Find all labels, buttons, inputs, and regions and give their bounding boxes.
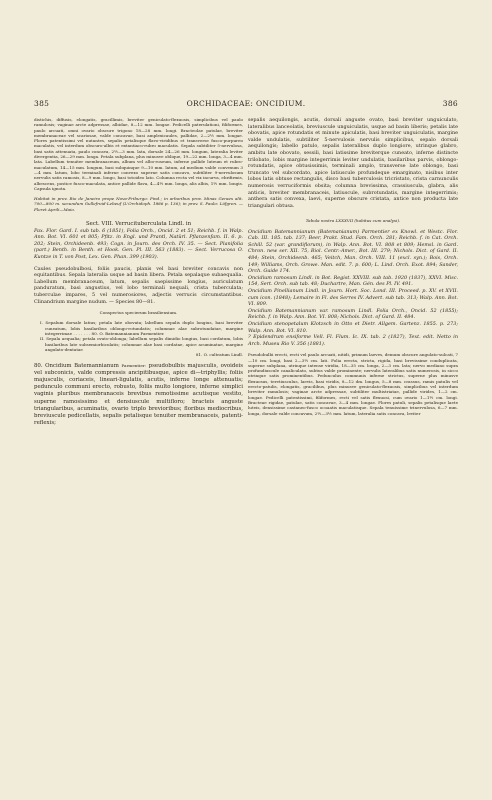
section-description: Caules pseudobulbosi, foliis paucis, planis vel basi breviter concavis non equitantibus. Sepala lateralia usque ad basin libera. Petala sepalaque subaequalia. Labellum membranaceum, latum, sepalis saepissime longius, auriculatum panduratum, basi angustius, vel lobo terminali nequali, crista tuberculata; tuberculae impares, 5 vel numerosiores, adjectis verrucis circumstantibus. Clinandrium margine nudum. — Species 80—81.: [34, 265, 243, 305]
habitat-note: Habitat in prov. Rio de Janeiro prope Nova-Friburgo: Pind.; in arboribus prov. Minas Geraes alit. 700—800 m. secundum Gullefroid-Lebeuf (L'Orchidoph. 1886 p. 136); in prov. S. Paulo: Löfgren. — Floret Aprili—Maio.: [34, 196, 243, 212]
synonym-1: Oncidium Batemannianum (Batemanianum) Parmentier ex Knowl. et Westc. Flor. Cab. III. 185. tab. 137; Beer, Prakt. Stud. Fam. Orch. 281; Reichb. f. in Cat. Orch. Schill. 52 (var. grandiflorum), in Walp. Ann. Bot. VI. 808 et 809; Hemsl. in Gard. Chron. new ser. XII. 75, Biol. Centr.-Amer., Bot. III. 279; Nichols. Dict. of Gard. II. 484; Stein, Orchideenb. 465; Veitch, Man. Orch. VIII. 11 (excl. syn.); Bois, Orch. 149; Williams, Orch. Growe. Man. edit. 7. p. 600; L. Lind. Orch. Exot. 894; Sander, Orch. Guide 174.: [248, 228, 458, 275]
species-80-description: pseudobulbis majusculis, ovoideis vel subconicis, valde compressis ancipitibusque, apice di—triphyllis; foliis majusculis, coriaceis, lineari-ligulatis, acutis, inferne longe attenuatis; pedunculo communi erecto, robusto, foliis multo longiore, inferne simplici vaginis pluribus membranaceis brevibus remotissime acutisque vestito, superne ramosissimo et densiuscule multifloro; bracteis angustе triangularibus, acuminatis, ovario triplo brevioribus; floribus mediocribus, breviusculе pedicellatis, sepalis petalisque tenuiter membranaceis, patenti-reflexis;: [34, 362, 244, 427]
key-entry-2: II. Sepala aequalia; petala ovato-oblonga; labellum sepalis dimidio longius, basi cordatum, lobis basilaribus late subsemiorbiculatis; columnae alae basi cordatae, apice acuminatae, margine angulato-dentatae: [40, 336, 243, 352]
synonym-2: Oncidium ramosum Lindl. in Bot. Regist. XXVIII. sub tab. 1920 (1837), XXVI. Misc. 154, Sert. Orch. sub tab. 48; Duchartre, Man. Gén. des Pl. IV. 491.: [248, 274, 458, 288]
section-title: Sect. VIII. Verrucituberculata: [85, 221, 167, 228]
page-number-right: 386: [442, 99, 458, 108]
conspectus-title: Conspectus specierum brasiliensium.: [99, 310, 178, 316]
species-80-title: 80. Oncidium Batemannianum: [34, 362, 119, 369]
running-header: [34, 99, 458, 111]
section-heading: [34, 221, 243, 228]
synonym-4: Oncidium Batemannianum var. ramosum Lindl. Folia Orch., Oncid. 52 (1855); Reichb. f. in Walp. Ann. Bot. VI. 808; Nichols. Dict. of Gard. II. 484.: [248, 307, 458, 321]
species-80-entry: [34, 363, 243, 428]
species-80-author: Parmentier:: [121, 362, 147, 368]
synonym-6: ? Epidendrum ensiforme Vell. Fl. Flum. Ic. IX. tab. 2 (1827), Text. edit. Netto in Arch. Museu Rio V. 356 (1881).: [248, 334, 458, 347]
section-references: Pax. Flor. Gard. I. sub tab. 6 (1851), Folia Orch., Oncid. 2 et 51; Reichb. f. in Walp. Ann. Bot. VI. 601 et 805; Pfitz. in Engl. und Prantl, Natürl. Pflanzenfam. II. 6. p. 202; Stein, Orchideenb. 493; Cogn. in Journ. des Orch. IV. 35. — Sect. Planifolia (part.) Benth. in Benth. et Hook. Gen. Pl. III. 563 (1883). — Sect. Verrucosa O. Kuntze in T. von Post, Lex. Gen. Phan. 399 (1903).: [34, 227, 243, 261]
key-entry-2-result: 81. O. cultratum Lindl.: [195, 352, 243, 358]
synonym-5: Oncidium stenopetalum Klotzsch in Otto et Dietr. Allgem. Gartenz. 1855. p. 273; Walp. Ann. Bot. VI. 810.: [248, 320, 458, 334]
right-column: [248, 117, 458, 416]
synonym-3: Oncidium Pinellianum Lindl. in Journ. Hort. Soc. Lond. III. Proceed. p. XV. et XVII. cum icon. (1848); Lemaire in Fl. des Serres IV. Advert. sub tab. 313; Walp. Ann. Bot. VI. 809.: [248, 287, 458, 308]
plate-caption: Tabula nostra LXXXVII (habitus cum analysi).: [305, 218, 401, 224]
running-title: ORCHIDACEAE: ONCIDIUM.: [186, 99, 306, 108]
page-number-left: 385: [34, 99, 50, 108]
description-continued: distichis, diffusis, elongatis, gracillimis, breviter geniculato-flexuosis, simplicibus vel paulo ramulosis; vaginae arcte adpressae, albidae, 8—12 mm. longae. Pedicelli paterulationi, filiformes, paulo arcuati, omni ovario obscure trigono 18—28 mm. longi. Bracteolae patulae, breviter membranaceae vel scariosae, valde concavae, basi amplexicaules, pallidae, 2—2½ mm. longae. Flores patentissimi vel nutantes, sepalis petalisque flavo-viridibus et transverse fusco-purpureo maculatis, vel interdum obscuro-albis et extantiaco-rubro maculatis. Sepala subtiliter 5-nervulosa, basi satis attenuata, paulo concava, 2½—3 mm. lata, dorsale 24—26 mm. longum, lateralia leviter divergentia, 26—29 mm. longa. Petala subplana, plus minusve oblique, 19—22 mm. longa, 3—4 mm. lata. Labellum tenuiter membranaceum, album vel albo-roseum, inferne pallide luteum et rubro-maculatum, 14—15 mm. longum, basi subquinque 9—10 mm. latum, ad medium valde convexum 3—4 mm. latum, lobo terminali inferne convexo superne satis concavo, subtiliter 9-nervulosum nervulis satis ramosis, 8—9 mm. longo, basi totoideo lato. Columna recta vel vix incurva, ebrifirmis, albescens, postice fusco-maculata, antice pallide flava, 4—4½ mm. longa, alis albis, 1½ mm. longis. Capsula ignota.: [34, 117, 243, 191]
morphology-description: Pseudobulbi erecti, recti vel paulo arcuati, nitidi, primum laeves, demum obscure angulato-sulcati, 7—10 cm. longi, basi 2—3½ cm. lati. Folia erecta, stricta, rigida, basi brevissime conduplicata, superne subplana, utrinque intense viridia, 18—35 cm. longa, 2—3 cm. lata; nervo mediano supra profundiuscule canaliculato, subtus valde prominente; nervulis lateralibus satis numerosis, in sicco utrinque satis prominentibus. Pedunculus communis inferne strictus, superne plus minusve flexuosus, teretiusculus, laevis, basi viridis, 8—12 dm. longus, 5—8 mm. crassus, ramis patulis vel erecto-patulis, elongatis, gracilibus, plus minusve geniculato-flexuosis, simplicibus vel interdum breviter ramulosis; vaginae arcte adpressae, subtiliter multistriatae, pallide virides, 1—2 cm. longae. Pedicelli patentissimi, filiformes, recti vel satis flexuosi, cum ovario 1—1½ cm. longi. Bracteae rigidae, patulae, satis concavae, 3—4 mm. longae. Flores patuli, sepalis petalisque laete lutеis, densissime castaneo-fusco ocoaatis maculatisque. Sepala tenuissime trinervulosa, 6—7 mm. longa, dorsale valde concavum, 2½—3½ mm. latum, lateralia satis concava, leviter: [248, 352, 458, 416]
key-entry-1: I. Sepalum dorsale latius; petala late obovata; labellum sepalis duplo longius, basi breviter cuneatum, lobis basilaribus oblongo-rotundatis; columnae alae subrotundatae, margine integerrimae . . . . . . . 80. O. Batemannianum Parmentier.: [40, 320, 243, 337]
species-key: [34, 320, 243, 357]
left-column: [34, 117, 243, 427]
species-80-description-continued: sepalis aequilongis, acutis, dorsali anguste ovato, basi breviter unguiculato, lateralibus lanceolatis, breviuscule unguiculatis, usque ad basin liberis; petalis late obovatis, apice rotundatis et minute apiculatis, basi breviter unguiculatis, margine valde undulatis, subtiliter 5-nervulosis nervulis simplicibus, sepalo dorsali aequilongis; labello patulo, sepalis lateralibus duplo longiore, utrinque glabro, ambitu late obovato, sessili, basi latissime breviterque cuneato, inferne distincte trilobato, lobis margine integerrimis leviter undulatis, basilaribus parvis, oblongo-rotundatis, apice obtusissimis, terminali amplo, transverse late oblongo, basi truncato vel subcordato, apice latiuscule profundeque emarginato, nisibus inter lobos latis obtuse rectangulis, disco basi tuberculosis tricristato, crista carnunculis numerosis verruciformis obsita; columna brevissima, crassiuscula, glabra, alis anticis, breviter membranaceis, latiuscule, subrotundatis, margine integerrimis; anthera satis convexa, laevi, superne obscure cristata, antice non producta late triangulari obtusa.: [248, 117, 458, 209]
section-title-author: Lindl. in: [168, 221, 192, 228]
